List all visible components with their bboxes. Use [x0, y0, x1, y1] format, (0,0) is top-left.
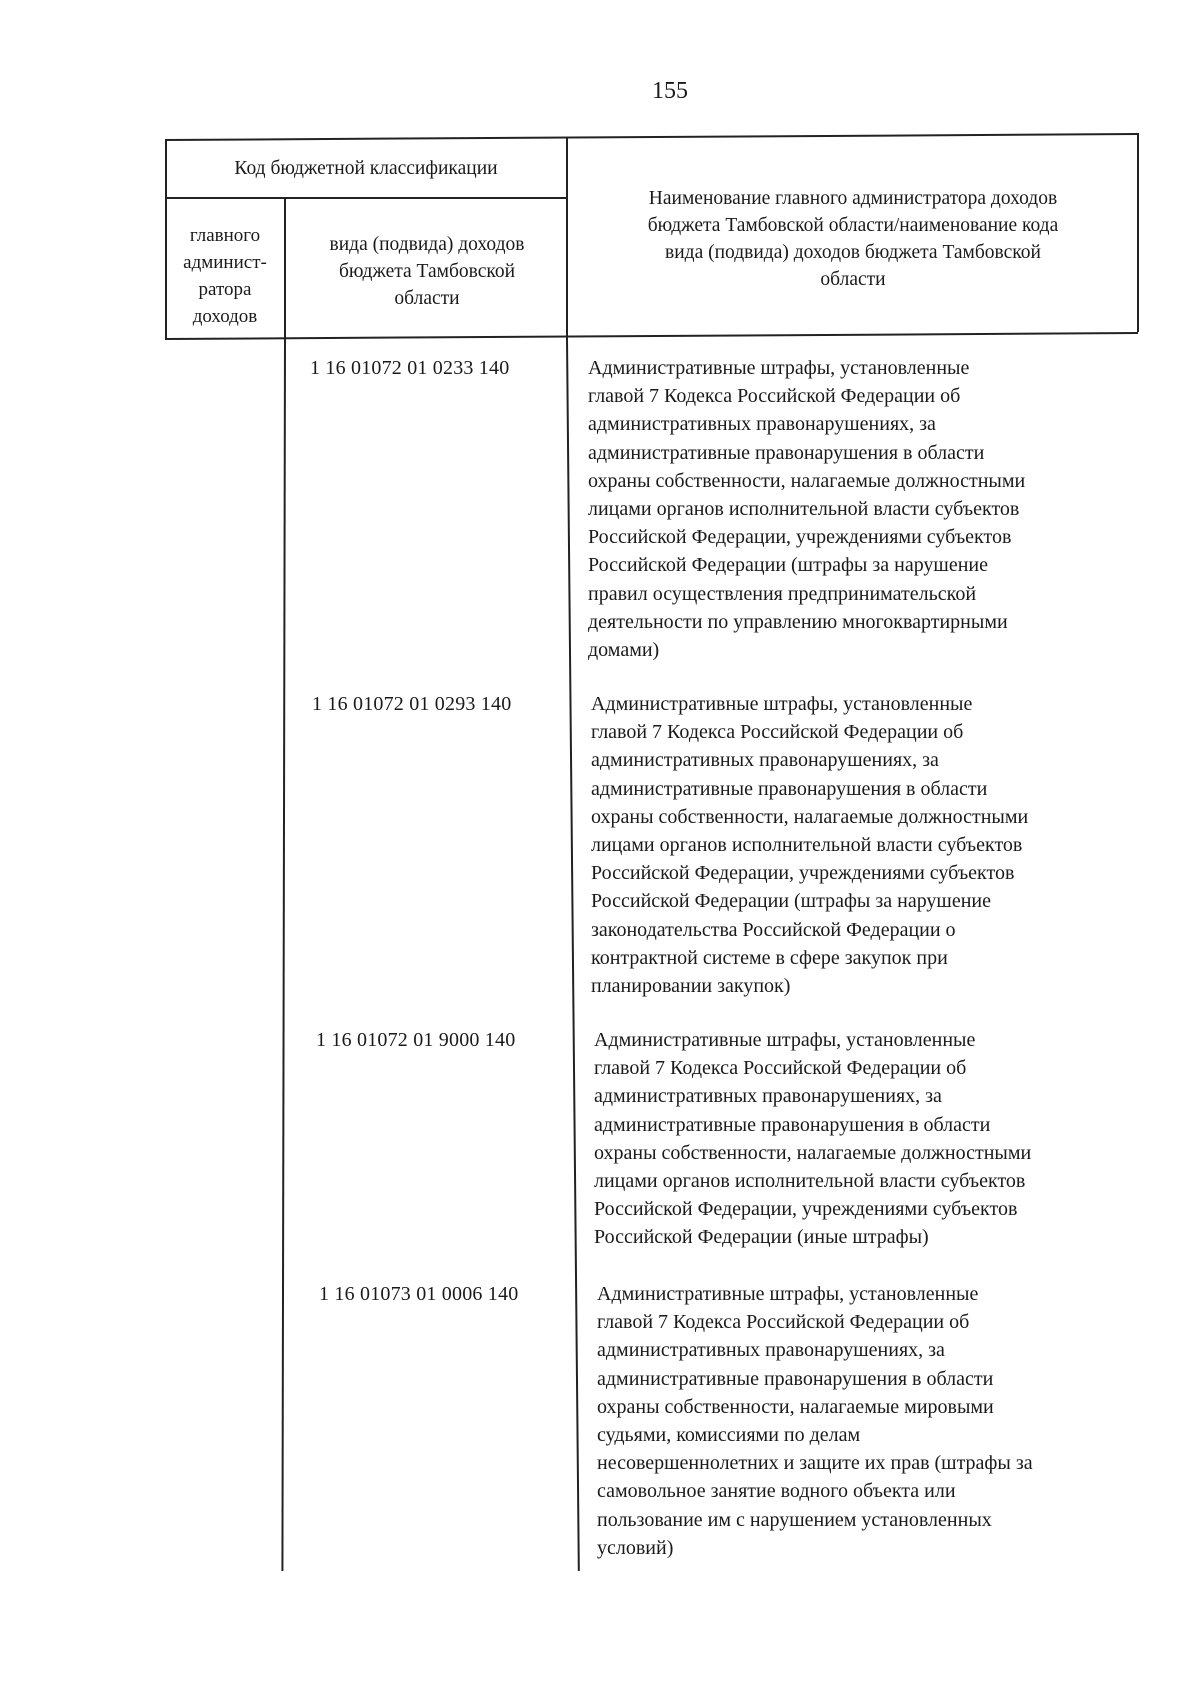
- header-col2-line: бюджета Тамбовской: [338, 261, 516, 282]
- page-number: 155: [652, 78, 688, 104]
- row-description: [597, 1280, 1157, 1562]
- row-description-line: охраны собственности, налагаемые должностными: [594, 1141, 1032, 1164]
- row-code: 1 16 01072 01 0233 140: [310, 357, 510, 379]
- row-description-line: охраны собственности, налагаемые должностными: [588, 469, 1026, 492]
- header-col1-line: доходов: [192, 306, 258, 327]
- header-col1-line: главного: [189, 225, 261, 246]
- row-description-line: административные правонарушения в области: [594, 1113, 991, 1136]
- row-description-line: лицами органов исполнительной власти субъектов: [591, 834, 1023, 857]
- row-description-line: главой 7 Кодекса Российской Федерации об: [591, 721, 964, 744]
- row-description: [591, 690, 1151, 1000]
- header-col1-line: админист-: [183, 252, 267, 273]
- header-col3-line: вида (подвида) доходов бюджета Тамбовской: [665, 242, 1041, 263]
- row-description-line: лицами органов исполнительной власти субъектов: [588, 498, 1020, 521]
- row-description-line: административных правонарушениях, за: [591, 749, 939, 772]
- header-col3-line: области: [820, 269, 886, 290]
- row-description-line: Российской Федерации, учреждениями субъектов: [594, 1198, 1018, 1221]
- row-description-line: административных правонарушениях, за: [588, 413, 936, 436]
- row-description-line: охраны собственности, налагаемые мировыми: [597, 1395, 994, 1418]
- row-description-line: лицами органов исполнительной власти субъектов: [594, 1170, 1026, 1193]
- row-code: 1 16 01072 01 0293 140: [312, 693, 512, 715]
- row-description: [588, 354, 1148, 664]
- row-description-line: административных правонарушениях, за: [597, 1339, 945, 1362]
- header-col2: [290, 231, 564, 312]
- row-description-line: Административные штрафы, установленные: [588, 357, 970, 379]
- header-col2-line: области: [394, 288, 460, 309]
- header-group-title: Код бюджетной классификации: [234, 158, 498, 179]
- row-description-line: Российской Федерации, учреждениями субъектов: [588, 526, 1012, 549]
- row-description-line: охраны собственности, налагаемые должностными: [591, 805, 1029, 828]
- row-code: 1 16 01073 01 0006 140: [319, 1283, 519, 1305]
- header-bottom-border: [165, 332, 1138, 339]
- row-description-line: главой 7 Кодекса Российской Федерации об: [588, 385, 961, 408]
- row-code: 1 16 01072 01 9000 140: [316, 1029, 516, 1051]
- row-description-line: главой 7 Кодекса Российской Федерации об: [594, 1057, 967, 1080]
- row-description-line: деятельности по управлению многоквартирными: [588, 610, 1008, 633]
- row-description-line: Административные штрафы, установленные: [594, 1029, 976, 1051]
- header-col3-line: бюджета Тамбовской области/наименование кода: [647, 215, 1059, 236]
- row-description-line: контрактной системе в сфере закупок при: [591, 946, 948, 969]
- row-description-line: Административные штрафы, установленные: [591, 693, 973, 715]
- row-description-line: самовольное занятие водного объекта или: [597, 1480, 956, 1503]
- row-description-line: несовершеннолетних и защите их прав (штрафы за: [597, 1452, 1033, 1475]
- row-description-line: Административные штрафы, установленные: [597, 1283, 979, 1305]
- row-description-line: пользование им с нарушением установленных: [597, 1508, 992, 1531]
- row-description-line: административных правонарушениях, за: [594, 1085, 942, 1108]
- row-description-line: Российской Федерации (штрафы за нарушение: [588, 554, 988, 577]
- row-description-line: административные правонарушения в области: [597, 1367, 994, 1390]
- row-description-line: домами): [588, 639, 660, 662]
- header-group-underline: [165, 197, 567, 199]
- row-description-line: административные правонарушения в области: [591, 777, 988, 800]
- header-right-border: [1137, 133, 1139, 332]
- body-col-line-left: [281, 339, 285, 1571]
- header-col1: [166, 222, 284, 330]
- header-col1-line: ратора: [198, 279, 252, 300]
- row-description-line: Российской Федерации (штрафы за нарушение: [591, 890, 991, 913]
- row-description: [594, 1026, 1154, 1252]
- body-col-line-right: [566, 339, 579, 1571]
- row-description-line: правил осуществления предпринимательской: [588, 582, 977, 605]
- row-description-line: условий): [597, 1536, 674, 1559]
- header-col3-line: Наименование главного администратора доходов: [648, 188, 1058, 209]
- row-description-line: Российской Федерации (иные штрафы): [594, 1226, 929, 1249]
- header-col3: [572, 185, 1134, 293]
- row-description-line: судьями, комиссиями по делам: [597, 1424, 861, 1447]
- header-col-split: [284, 198, 286, 339]
- row-description-line: административные правонарушения в области: [588, 441, 985, 464]
- header-top-border: [165, 133, 1138, 140]
- row-description-line: планировании закупок): [591, 975, 791, 998]
- row-description-line: главой 7 Кодекса Российской Федерации об: [597, 1311, 970, 1334]
- row-description-line: Российской Федерации, учреждениями субъектов: [591, 862, 1015, 885]
- row-description-line: законодательства Российской Федерации о: [591, 918, 956, 941]
- header-col2-line: вида (подвида) доходов: [329, 234, 525, 255]
